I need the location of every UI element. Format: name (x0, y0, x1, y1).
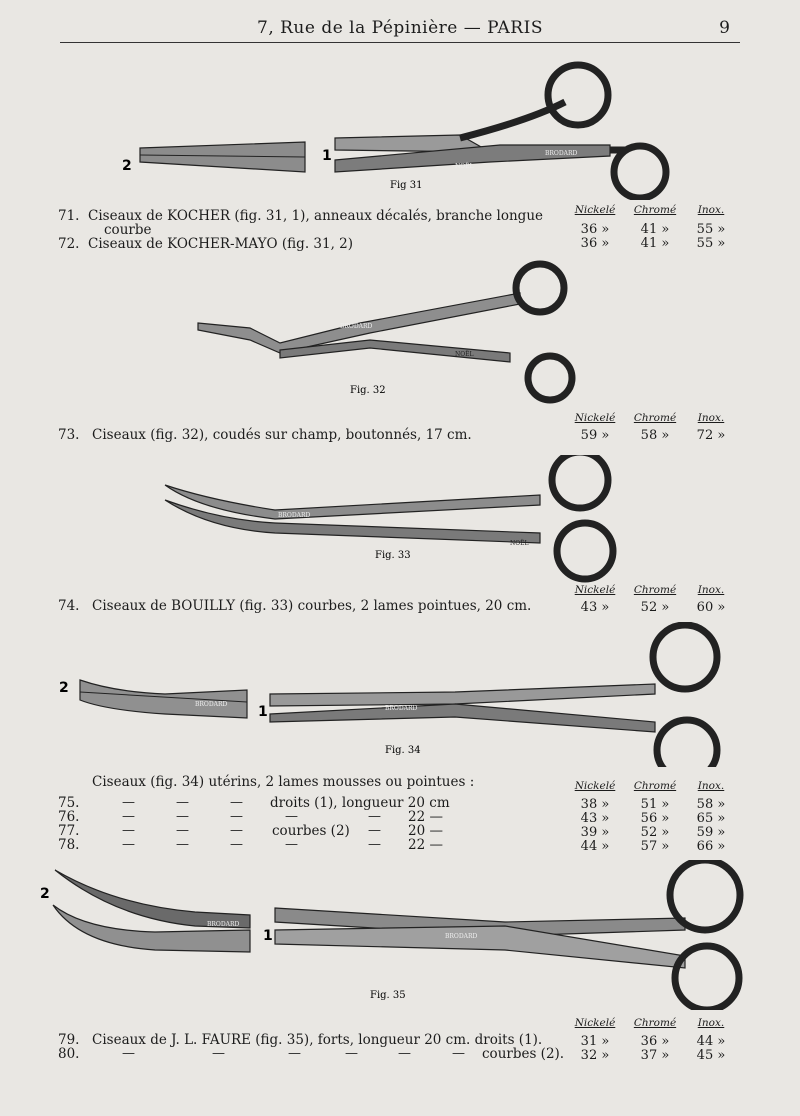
price-nickele: 36 » (580, 222, 610, 237)
maker-stamp: NOËL (455, 351, 474, 358)
price-nickele: 39 » (580, 825, 610, 840)
figure-33 (160, 455, 630, 585)
ditto-dash: — (230, 823, 243, 838)
price-inox: 60 » (696, 600, 726, 615)
page-title: 7, Rue de la Pépinière — PARIS (257, 18, 543, 38)
col-head-chrome: Chromé (633, 412, 677, 424)
callout-2: 2 (59, 680, 69, 696)
col-head-chrome: Chromé (633, 1017, 677, 1029)
item-description: 20 — (408, 823, 443, 839)
figure-34 (55, 622, 730, 767)
item-description: Ciseaux de KOCHER (fig. 31, 1), anneaux décalés, branche longue (88, 208, 544, 224)
group-intro: Ciseaux (fig. 34) utérins, 2 lames mousses ou pointues : (92, 774, 475, 790)
callout-1: 1 (263, 928, 273, 944)
price-chrome: 57 » (640, 839, 670, 854)
item-description: Ciseaux (fig. 32), coudés sur champ, boutonnés, 17 cm. (92, 427, 472, 443)
item-description: courbes (2). (482, 1046, 565, 1062)
ditto-dash: — (230, 809, 243, 824)
maker-stamp: NOËL (455, 163, 474, 170)
item-description: droits (1), longueur 20 cm (270, 795, 450, 811)
ditto-dash: — (398, 1046, 411, 1061)
col-head-inox: Inox. (697, 1017, 725, 1029)
ditto-dash: — (452, 1046, 465, 1061)
price-chrome: 36 » (640, 1034, 670, 1049)
ditto-dash: — (122, 809, 135, 824)
figure-32 (190, 258, 610, 408)
price-nickele: 59 » (580, 428, 610, 443)
callout-2: 2 (40, 886, 50, 902)
ditto-dash: — (122, 1046, 135, 1061)
brand-stamp: BRODARD (545, 150, 578, 157)
ditto-dash: — (212, 1046, 225, 1061)
item-number: 79. (58, 1032, 80, 1048)
col-head-nickele: Nickelé (574, 584, 616, 596)
ditto-dash: — (230, 795, 243, 810)
col-head-chrome: Chromé (633, 204, 677, 216)
item-number: 75. (58, 795, 80, 811)
item-number: 74. (58, 598, 80, 614)
ditto-dash: — (285, 837, 298, 852)
brand-stamp: BRODARD (278, 512, 311, 519)
price-chrome: 52 » (640, 600, 670, 615)
price-chrome: 56 » (640, 811, 670, 826)
ditto-dash: — (288, 1046, 301, 1061)
item-number: 73. (58, 427, 80, 443)
item-number: 77. (58, 823, 80, 839)
price-nickele: 43 » (580, 811, 610, 826)
item-number: 72. (58, 236, 80, 252)
ditto-dash: — (176, 823, 189, 838)
col-head-inox: Inox. (697, 584, 725, 596)
price-chrome: 41 » (640, 222, 670, 237)
item-number: 71. (58, 208, 80, 224)
ditto-dash: — (176, 837, 189, 852)
price-inox: 55 » (696, 236, 726, 251)
item-description: 22 — (408, 837, 443, 853)
col-head-nickele: Nickelé (574, 412, 616, 424)
ditto-dash: — (122, 795, 135, 810)
ditto-dash: — (122, 823, 135, 838)
price-inox: 45 » (696, 1048, 726, 1063)
price-inox: 55 » (696, 222, 726, 237)
price-inox: 44 » (696, 1034, 726, 1049)
price-chrome: 58 » (640, 428, 670, 443)
item-description: courbes (2) (272, 823, 350, 839)
price-inox: 59 » (696, 825, 726, 840)
price-nickele: 44 » (580, 839, 610, 854)
ditto-dash: — (368, 809, 381, 824)
col-head-nickele: Nickelé (574, 780, 616, 792)
figure-31 (110, 50, 690, 200)
price-nickele: 31 » (580, 1034, 610, 1049)
figure-caption: Fig. 32 (350, 385, 386, 396)
price-inox: 65 » (696, 811, 726, 826)
figure-caption: Fig. 35 (370, 990, 406, 1001)
ditto-dash: — (176, 809, 189, 824)
figure-caption: Fig. 34 (385, 745, 421, 756)
ditto-dash: — (230, 837, 243, 852)
figure-35 (35, 860, 750, 1010)
item-description-cont: courbe (104, 222, 152, 238)
ditto-dash: — (368, 823, 381, 838)
price-chrome: 52 » (640, 825, 670, 840)
price-chrome: 41 » (640, 236, 670, 251)
item-number: 78. (58, 837, 80, 853)
ditto-dash: — (176, 795, 189, 810)
item-number: 80. (58, 1046, 80, 1062)
col-head-nickele: Nickelé (574, 1017, 616, 1029)
price-nickele: 43 » (580, 600, 610, 615)
item-description: 22 — (408, 809, 443, 825)
maker-stamp: NOËL (510, 540, 529, 547)
item-description: Ciseaux de J. L. FAURE (fig. 35), forts, longueur 20 cm. droits (1). (92, 1032, 543, 1048)
item-number: 76. (58, 809, 80, 825)
col-head-nickele: Nickelé (574, 204, 616, 216)
ditto-dash: — (122, 837, 135, 852)
figure-caption: Fig. 33 (375, 550, 411, 561)
col-head-inox: Inox. (697, 780, 725, 792)
col-head-chrome: Chromé (633, 584, 677, 596)
price-nickele: 32 » (580, 1048, 610, 1063)
brand-stamp: BRODARD (340, 323, 373, 330)
price-inox: 72 » (696, 428, 726, 443)
ditto-dash: — (285, 809, 298, 824)
price-chrome: 37 » (640, 1048, 670, 1063)
price-nickele: 36 » (580, 236, 610, 251)
price-nickele: 38 » (580, 797, 610, 812)
ditto-dash: — (345, 1046, 358, 1061)
page-header (0, 18, 800, 38)
brand-stamp: BRODARD (385, 705, 418, 712)
col-head-chrome: Chromé (633, 780, 677, 792)
page-number: 9 (719, 18, 730, 38)
col-head-inox: Inox. (697, 204, 725, 216)
header-rule (60, 42, 740, 45)
callout-2: 2 (122, 158, 132, 174)
price-inox: 58 » (696, 797, 726, 812)
ditto-dash: — (368, 837, 381, 852)
brand-stamp: BRODARD (445, 933, 478, 940)
price-inox: 66 » (696, 839, 726, 854)
brand-stamp: BRODARD (207, 921, 240, 928)
callout-1: 1 (322, 148, 332, 164)
col-head-inox: Inox. (697, 412, 725, 424)
brand-stamp: BRODARD (195, 701, 228, 708)
callout-1: 1 (258, 704, 268, 720)
item-description: Ciseaux de KOCHER-MAYO (fig. 31, 2) (88, 236, 354, 252)
item-description: Ciseaux de BOUILLY (fig. 33) courbes, 2 lames pointues, 20 cm. (92, 598, 532, 614)
price-chrome: 51 » (640, 797, 670, 812)
figure-caption: Fig 31 (390, 180, 423, 191)
